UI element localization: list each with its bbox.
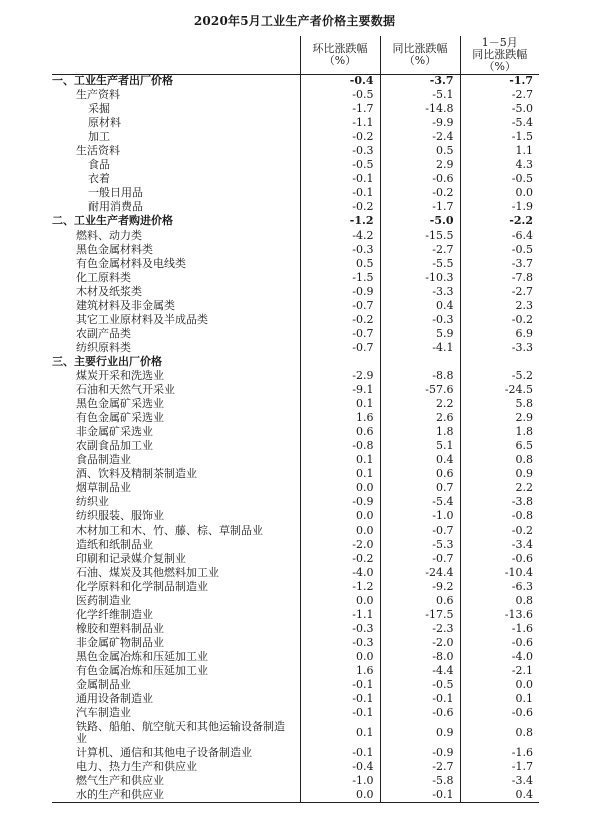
row-value-yoy: -8.8 [380,369,460,383]
row-value-yoy: 0.6 [380,594,460,608]
row-value-ytd: -1.6 [460,622,539,636]
row-value-yoy: 0.7 [380,481,460,495]
table-row [52,453,539,467]
row-value-yoy: 2.6 [380,411,460,425]
row-value-mom: -0.1 [300,692,380,706]
row-value-ytd: -0.5 [460,243,539,257]
row-name: 酒、饮料及精制茶制造业 [76,467,197,481]
row-value-yoy: 1.8 [380,425,460,439]
table-row [52,774,539,788]
table-row [52,299,539,313]
table-row [52,425,539,439]
row-value-yoy: -3.3 [380,285,460,299]
row-value-ytd: -2.2 [460,214,539,228]
row-name: 纺织业 [76,495,109,509]
table-row [52,327,539,341]
table-row [52,706,539,720]
table-row [52,229,539,243]
table-row [52,760,539,774]
row-value-mom: -0.9 [300,495,380,509]
row-name: 燃气生产和供应业 [76,774,164,788]
row-name: 建筑材料及非金属类 [76,298,175,312]
row-name: 二、工业生产者购进价格 [52,214,173,228]
row-value-yoy: -0.6 [380,706,460,720]
row-value-yoy: 5.9 [380,327,460,341]
row-value-mom: -0.2 [300,313,380,327]
row-value-mom: -0.3 [300,144,380,158]
row-name: 纺织原料类 [76,340,131,354]
row-value-mom: -0.4 [300,74,380,88]
table-row [52,566,539,580]
row-value-mom: -2.9 [300,369,380,383]
table-row [52,692,539,706]
row-value-mom: -1.1 [300,116,380,130]
row-name: 石油、煤炭及其他燃料加工业 [76,565,219,579]
row-value-yoy: -8.0 [380,650,460,664]
row-value-mom: -0.7 [300,341,380,355]
row-name: 木材加工和木、竹、藤、棕、草制品业 [76,523,263,537]
row-value-mom: -0.3 [300,636,380,650]
row-name: 有色金属材料及电线类 [76,256,186,270]
row-value-ytd: 2.3 [460,299,539,313]
row-value-ytd: -0.6 [460,706,539,720]
row-value-ytd: -5.4 [460,116,539,130]
row-value-yoy: -5.0 [380,214,460,228]
row-value-ytd: 1.8 [460,425,539,439]
row-name: 黑色金属矿采选业 [76,397,164,411]
row-name: 食品制造业 [76,453,131,467]
row-value-yoy: -10.3 [380,271,460,285]
table-row [52,130,539,144]
row-value-ytd: -4.0 [460,650,539,664]
row-value-yoy: -5.3 [380,538,460,552]
row-value-mom: -0.5 [300,158,380,172]
row-value-ytd: 0.8 [460,453,539,467]
row-value-mom: -2.0 [300,538,380,552]
row-value-ytd: -1.9 [460,200,539,214]
row-value-mom [300,355,380,369]
row-name: 汽车制造业 [76,706,131,720]
row-name: 通用设备制造业 [76,692,153,706]
row-value-ytd: 6.9 [460,327,539,341]
table-header-row [52,36,539,74]
row-value-ytd: -7.8 [460,271,539,285]
row-name: 烟草制品业 [76,481,131,495]
row-name: 煤炭开采和洗选业 [76,369,164,382]
row-name: 非金属矿物制品业 [76,635,164,649]
row-value-mom: 0.0 [300,788,380,802]
row-name: 医药制造业 [76,593,131,607]
row-name: 其它工业原材料及半成品类 [76,312,208,326]
row-value-ytd: -5.0 [460,102,539,116]
row-value-mom: -0.5 [300,88,380,102]
row-value-ytd: -1.6 [460,746,539,760]
row-name: 农副产品类 [76,326,131,340]
row-name: 电力、热力生产和供应业 [76,760,197,774]
row-value-ytd: -0.6 [460,552,539,566]
row-value-yoy: -5.5 [380,257,460,271]
row-value-mom: 0.0 [300,650,380,664]
section-row [52,355,539,369]
row-value-ytd: 0.8 [460,594,539,608]
row-value-mom: -0.8 [300,439,380,453]
row-value-yoy: -0.1 [380,788,460,802]
row-name: 燃料、动力类 [76,228,142,242]
table-row [52,538,539,552]
row-value-ytd: -3.3 [460,341,539,355]
row-name: 印刷和记录媒介复制业 [76,551,186,565]
row-value-mom: -1.1 [300,608,380,622]
header-yoy-line1: 同比涨跌幅 [392,41,448,55]
row-value-mom: 0.0 [300,594,380,608]
row-value-ytd: -6.3 [460,580,539,594]
row-value-yoy: 0.4 [380,299,460,313]
header-ytd [460,36,539,74]
row-value-ytd: 4.3 [460,158,539,172]
row-name: 石油和天然气开采业 [76,383,175,397]
row-value-ytd: -3.4 [460,774,539,788]
row-value-ytd: -0.2 [460,524,539,538]
row-value-mom: -0.9 [300,285,380,299]
header-yoy [380,36,460,74]
row-value-yoy: 0.9 [380,720,460,746]
table-body [52,74,539,802]
row-value-ytd: -6.4 [460,229,539,243]
row-value-ytd: -10.4 [460,566,539,580]
row-name: 采掘 [88,102,110,116]
row-value-yoy: -15.5 [380,229,460,243]
row-value-yoy: -2.0 [380,636,460,650]
row-value-ytd: 0.8 [460,720,539,746]
row-value-yoy: -57.6 [380,383,460,397]
row-value-mom: 0.6 [300,425,380,439]
row-value-ytd: -2.7 [460,88,539,102]
row-value-yoy: -4.1 [380,341,460,355]
table-row [52,285,539,299]
row-value-ytd: 1.1 [460,144,539,158]
table-row [52,509,539,523]
table-row [52,439,539,453]
row-value-ytd: 0.1 [460,692,539,706]
row-name: 生产资料 [76,88,120,102]
row-value-yoy: -24.4 [380,566,460,580]
row-value-mom: -1.2 [300,214,380,228]
row-value-ytd [460,355,539,369]
row-name: 计算机、通信和其他电子设备制造业 [76,746,252,760]
row-value-mom: -0.1 [300,172,380,186]
row-value-yoy: -1.7 [380,200,460,214]
table-row [52,467,539,481]
row-value-yoy: -0.7 [380,524,460,538]
row-value-mom: -0.2 [300,200,380,214]
row-value-ytd: -3.8 [460,495,539,509]
table-row [52,411,539,425]
section-row [52,214,539,228]
table-row [52,158,539,172]
table-row [52,88,539,102]
table-row [52,552,539,566]
row-value-mom: -0.1 [300,186,380,200]
row-name: 衣着 [88,172,110,186]
header-ytd-line3: （%） [483,59,516,73]
table-row [52,257,539,271]
row-name: 化学纤维制造业 [76,607,153,621]
row-value-ytd: -24.5 [460,383,539,397]
row-value-mom: 0.1 [300,467,380,481]
row-value-mom: 0.1 [300,397,380,411]
row-value-yoy: -0.2 [380,186,460,200]
row-value-yoy: 0.6 [380,467,460,481]
table-title: 2020年5月工业生产者价格主要数据 [193,14,396,28]
row-name: 黑色金属冶炼和压延加工业 [76,649,208,663]
row-value-ytd: -1.7 [460,74,539,88]
row-name: 一般日用品 [88,186,143,200]
row-value-ytd: 0.4 [460,788,539,802]
table-row [52,369,539,383]
row-name: 非金属矿采选业 [76,425,153,439]
row-value-ytd: 2.2 [460,481,539,495]
section-row [52,74,539,88]
header-name-cell [52,36,300,74]
row-value-mom: -0.7 [300,327,380,341]
table-row [52,271,539,285]
table-row [52,481,539,495]
row-value-ytd: -0.8 [460,509,539,523]
row-name: 生活资料 [76,144,120,158]
row-name: 铁路、船舶、航空航天和其他运输设备制造业 [76,720,285,746]
table-row [52,102,539,116]
row-name: 橡胶和塑料制品业 [76,621,164,635]
table-row [52,524,539,538]
header-mom [300,36,380,74]
table-row [52,341,539,355]
row-value-ytd: 6.5 [460,439,539,453]
table-row [52,200,539,214]
row-value-mom: -0.3 [300,622,380,636]
row-value-ytd: -3.7 [460,257,539,271]
row-value-ytd: -0.5 [460,172,539,186]
row-value-mom: -0.2 [300,130,380,144]
row-value-yoy: -5.4 [380,495,460,509]
row-value-yoy: -1.0 [380,509,460,523]
table-row [52,650,539,664]
row-value-ytd: 0.0 [460,186,539,200]
row-value-yoy: -2.4 [380,130,460,144]
row-value-mom: -1.5 [300,271,380,285]
row-value-yoy: 0.5 [380,144,460,158]
row-value-ytd: -2.1 [460,664,539,678]
row-value-mom: 0.0 [300,509,380,523]
row-value-mom: 1.6 [300,411,380,425]
row-value-yoy: -0.1 [380,692,460,706]
table-row [52,144,539,158]
row-value-yoy: -2.3 [380,622,460,636]
row-value-ytd: 0.9 [460,467,539,481]
row-value-ytd: -5.2 [460,369,539,383]
row-value-ytd: 2.9 [460,411,539,425]
row-value-mom: -0.1 [300,678,380,692]
row-value-mom: -9.1 [300,383,380,397]
table-row [52,383,539,397]
row-value-mom: -0.3 [300,243,380,257]
table-row [52,594,539,608]
row-value-ytd: -13.6 [460,608,539,622]
row-name: 黑色金属材料类 [76,242,153,256]
row-name: 一、工业生产者出厂价格 [52,74,173,88]
row-value-mom: -0.1 [300,746,380,760]
row-value-yoy: -0.7 [380,552,460,566]
row-value-yoy: -5.1 [380,88,460,102]
row-value-yoy: -0.3 [380,313,460,327]
row-name: 化学原料和化学制品制造业 [76,579,208,593]
row-name: 纺织服装、服饰业 [76,509,164,523]
row-value-mom: 0.1 [300,720,380,746]
table-row [52,186,539,200]
row-value-yoy: 5.1 [380,439,460,453]
row-value-mom: -0.2 [300,552,380,566]
header-mom-line2: （%） [323,53,357,67]
row-value-ytd: -0.6 [460,636,539,650]
row-value-mom: -4.0 [300,566,380,580]
table-row [52,580,539,594]
header-mom-line1: 环比涨跌幅 [312,41,368,55]
row-value-mom: 0.5 [300,257,380,271]
table-row [52,746,539,760]
table-row [52,397,539,411]
row-value-ytd: -1.5 [460,130,539,144]
row-value-mom: -1.7 [300,102,380,116]
row-name: 有色金属矿采选业 [76,411,164,425]
row-name: 三、主要行业出厂价格 [52,354,162,368]
row-value-yoy: -5.8 [380,774,460,788]
row-value-ytd: -3.4 [460,538,539,552]
row-value-yoy: -9.9 [380,116,460,130]
row-value-yoy: 2.9 [380,158,460,172]
table-row [52,116,539,130]
table-row [52,636,539,650]
row-value-ytd: -1.7 [460,760,539,774]
row-value-yoy: -17.5 [380,608,460,622]
row-value-yoy: -14.8 [380,102,460,116]
table-row [52,243,539,257]
table-row [52,622,539,636]
table-row [52,664,539,678]
row-value-yoy: 0.4 [380,453,460,467]
row-name: 化工原料类 [76,270,131,284]
table-row [52,172,539,186]
table-row [52,608,539,622]
row-value-mom: -0.4 [300,760,380,774]
table-row [52,313,539,327]
row-value-yoy: -0.9 [380,746,460,760]
header-yoy-line2: （%） [403,53,437,67]
row-name: 耐用消费品 [88,200,143,214]
price-data-table [52,36,539,803]
table-row [52,720,539,746]
row-value-yoy: -3.7 [380,74,460,88]
header-ytd-line1: 1－5月 [481,35,518,49]
row-name: 造纸和纸制品业 [76,537,153,551]
row-name: 原材料 [88,116,121,130]
row-value-mom: -0.1 [300,706,380,720]
row-value-mom: -1.2 [300,580,380,594]
row-value-yoy: -9.2 [380,580,460,594]
row-value-yoy: -2.7 [380,760,460,774]
row-name: 农副食品加工业 [76,439,153,453]
row-value-mom: -0.7 [300,299,380,313]
row-value-ytd: -2.7 [460,285,539,299]
table-row [52,495,539,509]
row-name: 食品 [88,158,110,172]
row-value-mom: 1.6 [300,664,380,678]
row-name: 金属制品业 [76,678,131,692]
row-value-mom: 0.1 [300,453,380,467]
row-value-mom: -4.2 [300,229,380,243]
row-value-yoy: -0.6 [380,172,460,186]
row-value-mom: -1.0 [300,774,380,788]
row-value-yoy: -0.5 [380,678,460,692]
row-name: 有色金属冶炼和压延加工业 [76,663,208,677]
row-name: 木材及纸浆类 [76,284,142,298]
row-value-ytd: -0.2 [460,313,539,327]
row-name: 水的生产和供应业 [52,788,300,802]
row-value-ytd: 5.8 [460,397,539,411]
row-value-mom: 0.0 [300,481,380,495]
row-value-yoy [380,355,460,369]
row-value-ytd: 0.0 [460,678,539,692]
row-value-mom: 0.0 [300,524,380,538]
table-row [52,788,539,802]
row-value-yoy: -4.4 [380,664,460,678]
row-value-yoy: 2.2 [380,397,460,411]
table-row [52,678,539,692]
row-name: 加工 [88,130,110,144]
header-ytd-line2: 同比涨跌幅 [472,47,528,61]
row-value-yoy: -2.7 [380,243,460,257]
